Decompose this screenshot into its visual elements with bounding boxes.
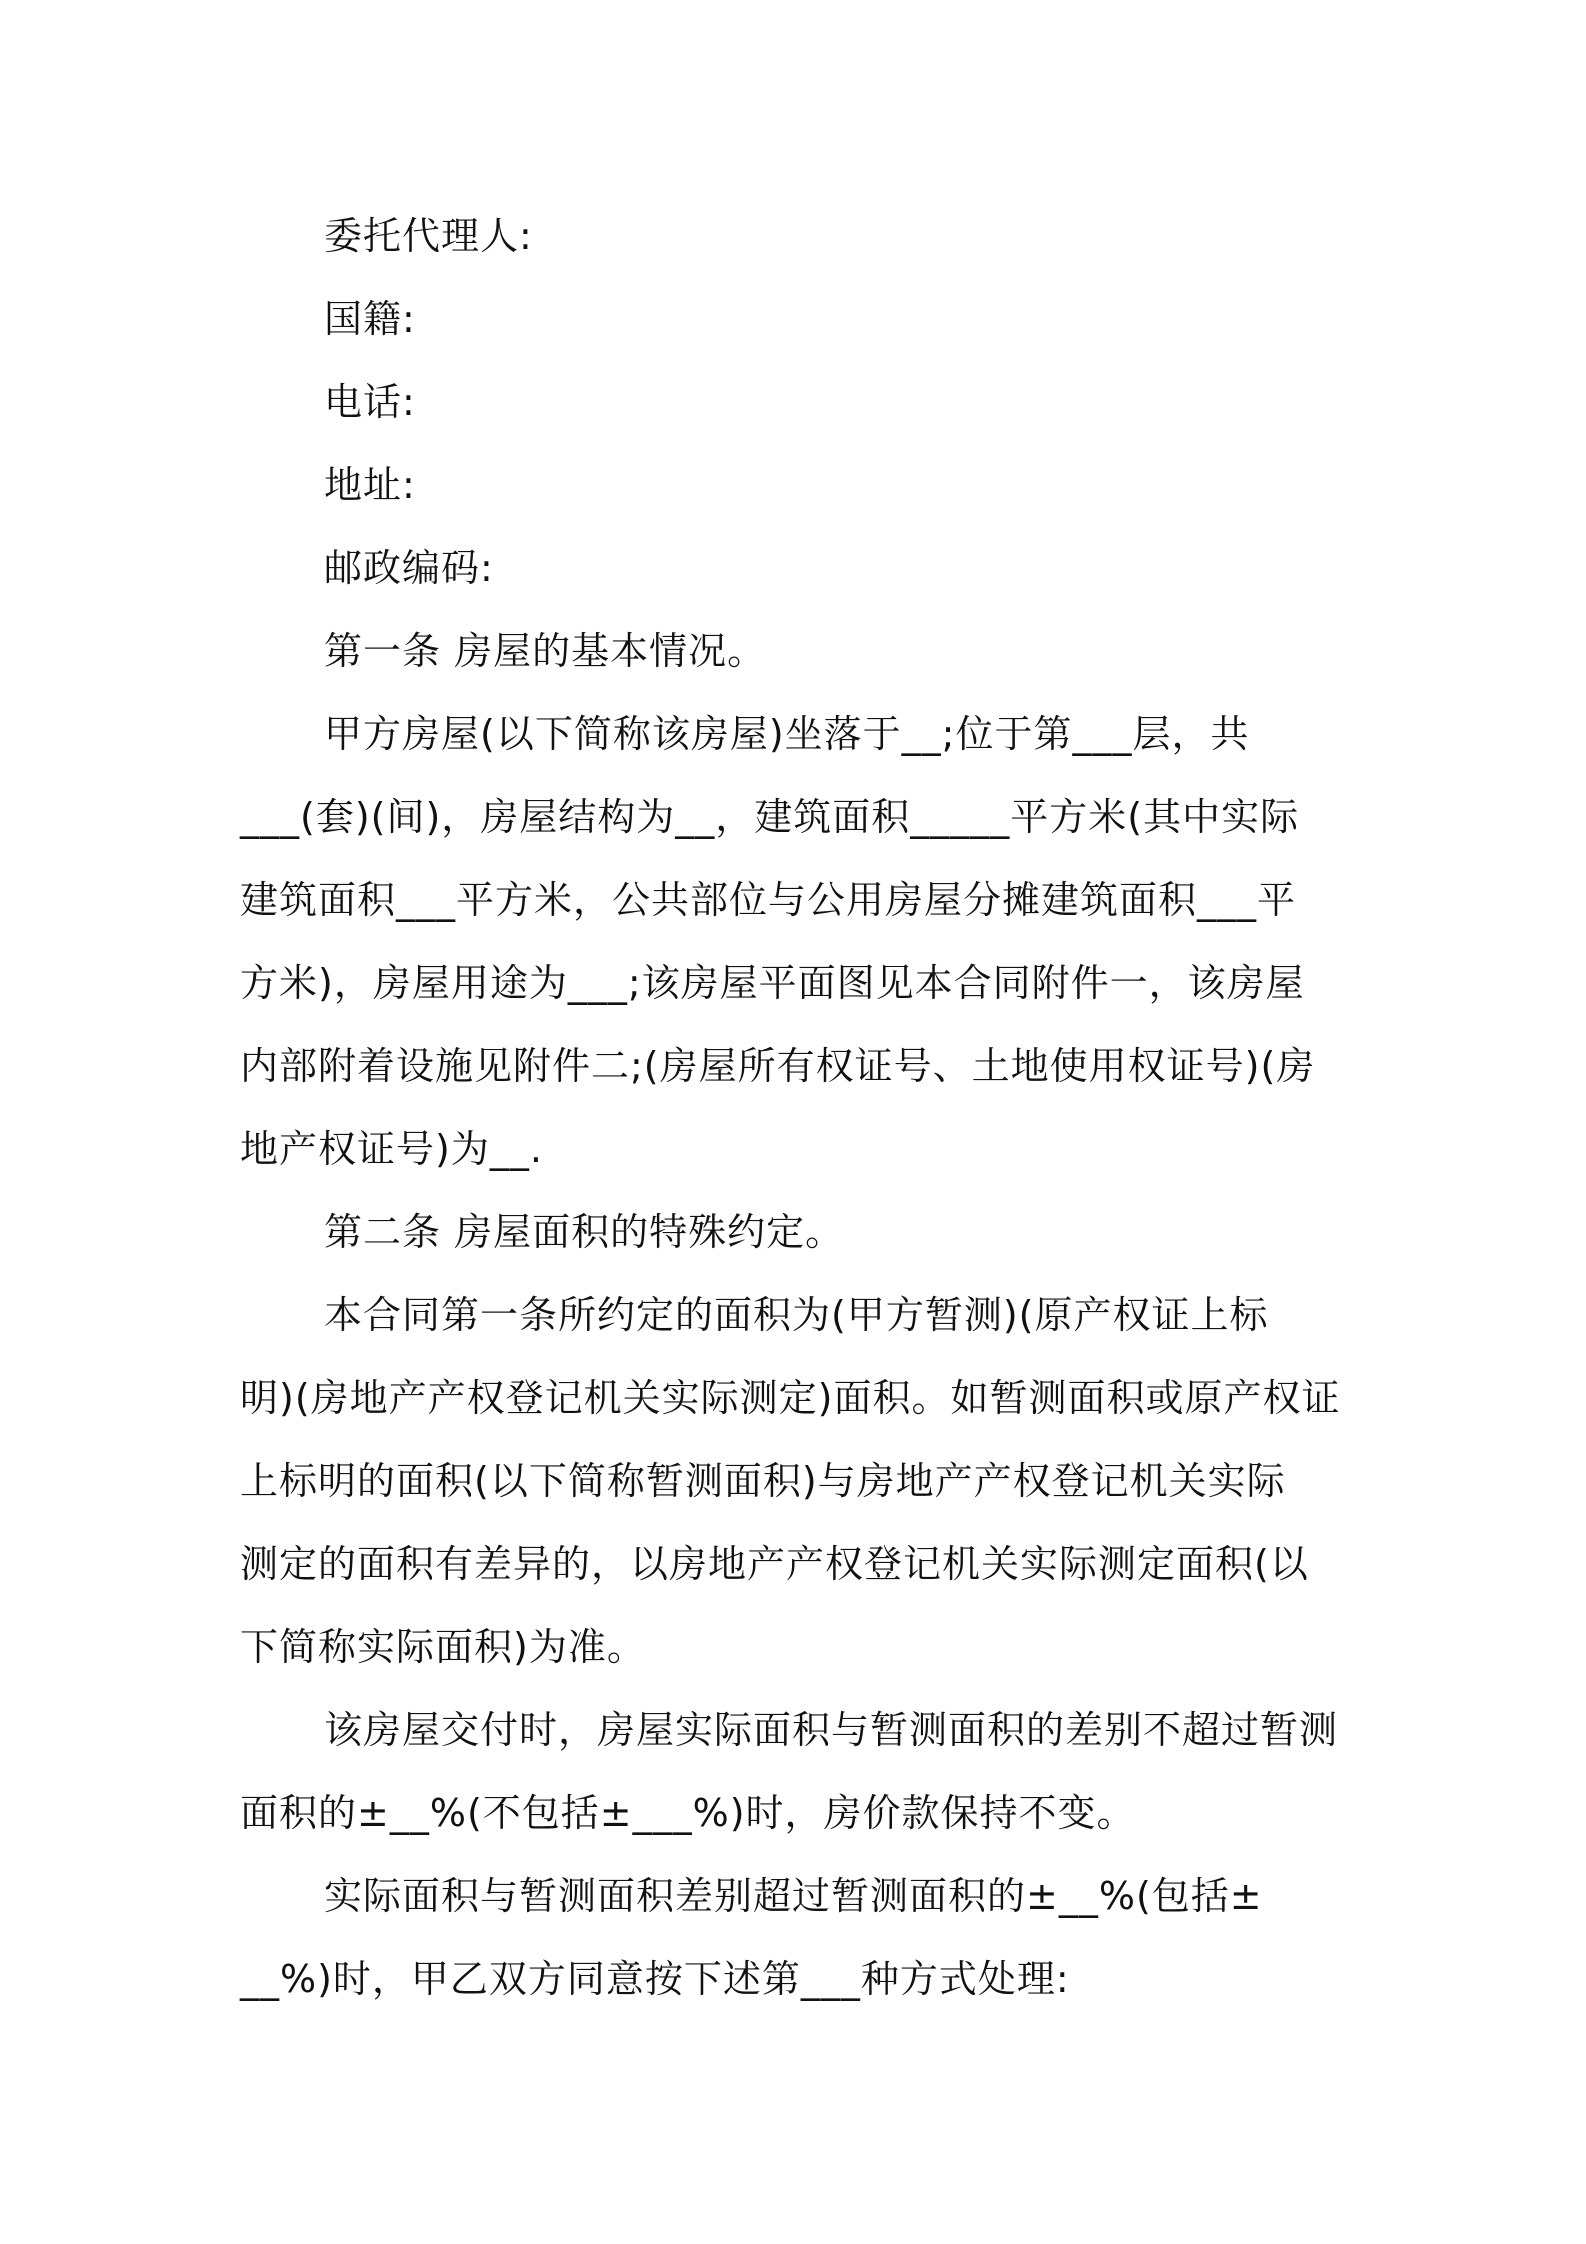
paragraph-line: __%)时，甲乙双方同意按下述第___种方式处理: (240, 1957, 1070, 2001)
article2-paragraph-1 (240, 1274, 1355, 1689)
nationality-line: 国籍: (324, 297, 416, 341)
paragraph-line: 甲方房屋(以下简称该房屋)坐落于__;位于第___层，共 (324, 712, 1250, 756)
article1-paragraph (240, 693, 1355, 1191)
paragraph-line: 下简称实际面积)为准。 (240, 1625, 646, 1669)
agent-line: 委托代理人: (324, 214, 533, 258)
paragraph-line: 地产权证号)为__. (240, 1127, 543, 1171)
article2-paragraph-2 (240, 1689, 1355, 1855)
article2-title: 第二条 房屋面积的特殊约定。 (324, 1210, 845, 1254)
paragraph-line: 实际面积与暂测面积差别超过暂测面积的±__%(包括± (324, 1874, 1263, 1918)
paragraph-line: 该房屋交付时，房屋实际面积与暂测面积的差别不超过暂测 (324, 1708, 1339, 1752)
article2-paragraph-3 (240, 1855, 1355, 2021)
paragraph-line: 内部附着设施见附件二;(房屋所有权证号、土地使用权证号)(房 (240, 1044, 1316, 1088)
paragraph-line: 本合同第一条所约定的面积为(甲方暂测)(原产权证上标 (324, 1293, 1269, 1337)
phone-line: 电话: (324, 380, 416, 424)
address-line: 地址: (324, 463, 416, 507)
paragraph-line: 明)(房地产产权登记机关实际测定)面积。如暂测面积或原产权证 (240, 1376, 1341, 1420)
document-body (240, 195, 1355, 2021)
paragraph-line: ___(套)(间)，房屋结构为__，建筑面积_____平方米(其中实际 (240, 795, 1300, 839)
paragraph-line: 面积的±__%(不包括±___%)时，房价款保持不变。 (240, 1791, 1136, 1835)
postcode-line: 邮政编码: (324, 546, 494, 590)
article1-title: 第一条 房屋的基本情况。 (324, 629, 767, 673)
paragraph-line: 上标明的面积(以下简称暂测面积)与房地产产权登记机关实际 (240, 1459, 1286, 1503)
paragraph-line: 方米)，房屋用途为___;该房屋平面图见本合同附件一，该房屋 (240, 961, 1305, 1005)
paragraph-line: 建筑面积___平方米，公共部位与公用房屋分摊建筑面积___平 (240, 878, 1297, 922)
paragraph-line: 测定的面积有差异的，以房地产产权登记机关实际测定面积(以 (240, 1542, 1309, 1586)
